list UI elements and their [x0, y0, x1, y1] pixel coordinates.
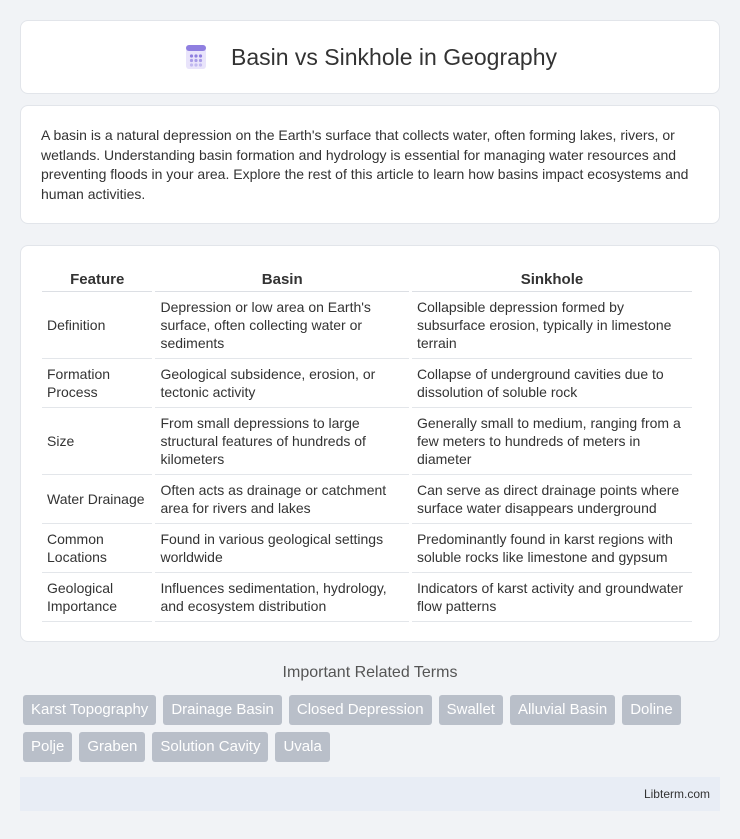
tag-closed-depression[interactable]: Closed Depression [289, 695, 432, 725]
tag-solution-cavity[interactable]: Solution Cavity [152, 732, 268, 762]
page-title: Basin vs Sinkhole in Geography [230, 43, 558, 70]
column-header-basin: Basin [155, 266, 408, 292]
comparison-table [39, 266, 695, 622]
intro-card [20, 105, 720, 224]
table-row [42, 573, 692, 622]
table-cell-basin: Found in various geological settings worldwide [155, 524, 408, 573]
table-cell-sinkhole: Predominantly found in karst regions with soluble rocks like limestone and gypsum [412, 524, 692, 573]
table-cell-feature: Size [42, 408, 152, 475]
table-row [42, 408, 692, 475]
table-cell-feature: Definition [42, 292, 152, 359]
table-cell-basin: Geological subsidence, erosion, or tectonic activity [155, 359, 408, 408]
comparison-card [20, 245, 720, 642]
table-cell-sinkhole: Generally small to medium, ranging from a few meters to hundreds of meters in diameter [412, 408, 692, 475]
tag-graben[interactable]: Graben [79, 732, 145, 762]
table-row [42, 524, 692, 573]
table-cell-basin: Often acts as drainage or catchment area for rivers and lakes [155, 475, 408, 524]
related-terms-title: Important Related Terms [282, 664, 458, 681]
table-cell-feature: Common Locations [42, 524, 152, 573]
tag-karst-topography[interactable]: Karst Topography [23, 695, 156, 725]
tag-doline[interactable]: Doline [622, 695, 681, 725]
column-header-feature: Feature [42, 266, 152, 292]
table-cell-basin: Influences sedimentation, hydrology, and ecosystem distribution [155, 573, 408, 622]
document-grid-icon [183, 44, 209, 70]
table-cell-feature: Water Drainage [42, 475, 152, 524]
table-cell-sinkhole: Collapse of underground cavities due to dissolution of soluble rock [412, 359, 692, 408]
title-card [20, 20, 720, 94]
tag-swallet[interactable]: Swallet [439, 695, 503, 725]
tag-polje[interactable]: Polje [23, 732, 72, 762]
table-row [42, 292, 692, 359]
table-row [42, 359, 692, 408]
table-cell-basin: From small depressions to large structural features of hundreds of kilometers [155, 408, 408, 475]
table-cell-feature: Formation Process [42, 359, 152, 408]
column-header-sinkhole: Sinkhole [412, 266, 692, 292]
tag-drainage-basin[interactable]: Drainage Basin [163, 695, 282, 725]
table-cell-basin: Depression or low area on Earth's surface, often collecting water or sediments [155, 292, 408, 359]
footer-site-link[interactable]: Libterm.com [643, 787, 710, 801]
table-row [42, 475, 692, 524]
tag-uvala[interactable]: Uvala [275, 732, 329, 762]
table-cell-sinkhole: Can serve as direct drainage points where surface water disappears underground [412, 475, 692, 524]
intro-paragraph: A basin is a natural depression on the Earth's surface that collects water, often forming lakes, rivers, or wetlands. Understanding basin formation and hydrology is essential for managing water resources and preventing floods in your area. Explore the rest of this article to learn how basins impact ecosystems and human activities. [41, 127, 689, 202]
table-header-row [42, 266, 692, 292]
tag-alluvial-basin[interactable]: Alluvial Basin [510, 695, 615, 725]
footer [20, 777, 720, 811]
table-cell-feature: Geological Importance [42, 573, 152, 622]
related-terms-list [23, 695, 720, 769]
table-cell-sinkhole: Collapsible depression formed by subsurface erosion, typically in limestone terrain [412, 292, 692, 359]
table-cell-sinkhole: Indicators of karst activity and groundwater flow patterns [412, 573, 692, 622]
